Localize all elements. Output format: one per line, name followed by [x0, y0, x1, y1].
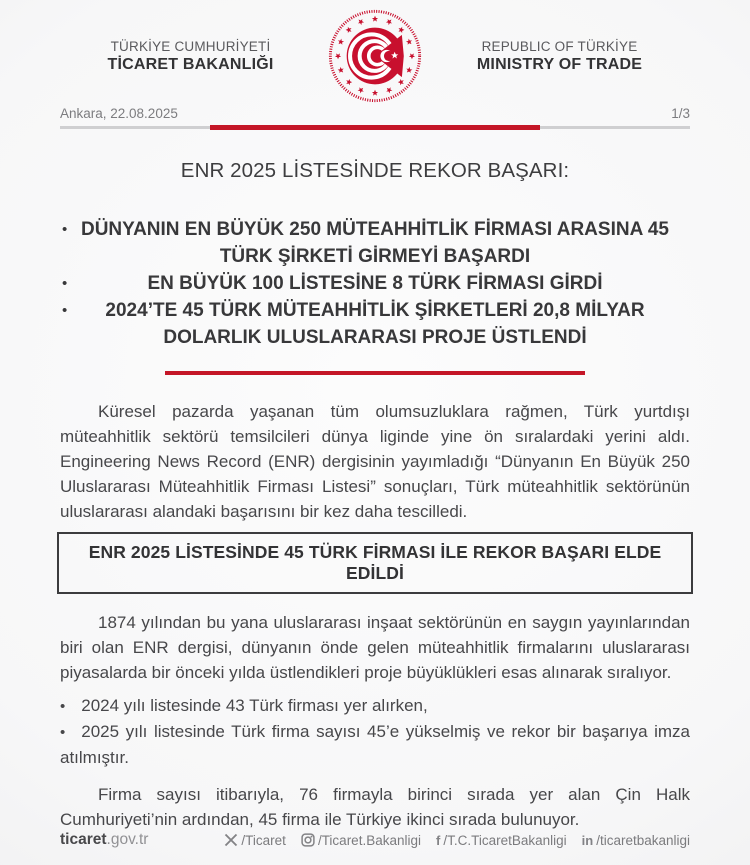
social-handle: /Ticaret.Bakanligi — [317, 832, 421, 848]
list-item — [60, 693, 690, 719]
facebook-social-link[interactable] — [436, 833, 567, 848]
org-name-turkish — [60, 39, 321, 74]
bullet-icon: • — [60, 724, 66, 741]
highlights-list — [60, 216, 690, 351]
footer — [60, 831, 690, 849]
org-name-english — [429, 39, 690, 74]
instagram-icon — [301, 833, 315, 847]
highlight-text: EN BÜYÜK 100 LİSTESİNE 8 TÜRK FİRMASI GİRDİ — [147, 273, 603, 294]
org-tr-line2: TİCARET BAKANLIĞI — [107, 55, 274, 73]
highlight-text: 2024’TE 45 TÜRK MÜTEAHHİTLİK ŞİRKETLERİ 20,8 MİLYAR DOLARLIK ULUSLARARASI PROJE ÜSTLENDİ — [105, 300, 645, 348]
ministry-of-trade-emblem-icon — [327, 8, 423, 104]
paragraph-ranking: Firma sayısı itibarıyla, 76 firmayla birinci sırada yer alan Çin Halk Cumhuriyeti’nin ardından, 45 firma ile Türkiye ikinci sırada bulunuyor. — [60, 785, 690, 829]
paragraph-enr-history: 1874 yılından bu yana uluslararası inşaat sektörünün en saygın yayınlarından biri olan ENR dergisi, dünyanın önde gelen müteahhitlik firmalarını uluslararası piyasalarda bir önceki yılda üstlendikleri proje büyüklükleri esas alınarak sıralıyor. — [60, 613, 690, 682]
header-rule — [60, 126, 690, 129]
website-rest: .gov.tr — [106, 831, 149, 848]
comparison-list — [60, 693, 690, 770]
highlight-item — [60, 270, 690, 297]
org-en-line1: REPUBLIC OF TÜRKİYE — [481, 38, 638, 54]
social-links — [224, 833, 690, 848]
bullet-icon: • — [62, 302, 68, 319]
x-social-link[interactable] — [224, 833, 286, 848]
header — [0, 0, 750, 104]
section-divider — [165, 371, 585, 375]
bullet-icon: • — [60, 698, 66, 715]
facebook-icon: f — [435, 832, 441, 848]
paragraph-intro: Küresel pazarda yaşanan tüm olumsuzluklara rağmen, Türk yurtdışı müteahhitlik sektörü temsilcileri dünya liginde yine ön sıralardaki yerini aldı. Engineering News Record (ENR) dergisinin yayımladığı “Dünyanın En Büyük 250 Uluslararası Müteahhitlik Firması Listesi” sonuçları, Türk müteahhitlik sektörünün uluslararası alandaki başarısını bir kez daha tescilledi. — [60, 402, 690, 521]
social-handle: /Ticaret — [241, 832, 286, 848]
linkedin-icon: in — [581, 832, 594, 848]
list-item — [60, 719, 690, 770]
x-icon — [224, 833, 238, 847]
list-item-text: 2024 yılı listesinde 43 Türk firması yer alırken, — [81, 696, 428, 715]
social-handle: /T.C.TicaretBakanligi — [443, 832, 567, 848]
social-handle: /ticaretbakanligi — [596, 832, 690, 848]
boxed-headline: ENR 2025 LİSTESİNDE 45 TÜRK FİRMASI İLE REKOR BAŞARI ELDE EDİLDİ — [57, 532, 693, 594]
org-tr-line1: TÜRKİYE CUMHURİYETİ — [110, 38, 271, 54]
page-title: ENR 2025 LİSTESİNDE REKOR BAŞARI: — [180, 159, 570, 182]
website-bold: ticaret — [60, 831, 107, 848]
website-link[interactable] — [60, 831, 148, 849]
instagram-social-link[interactable] — [301, 833, 421, 848]
highlight-item — [60, 216, 690, 270]
list-item-text: 2025 yılı listesinde Türk firma sayısı 45’e yükselmiş ve rekor bir başarıya imza atılmıştır. — [60, 722, 690, 767]
dateline: Ankara, 22.08.2025 — [60, 106, 178, 121]
bullet-icon: • — [62, 275, 68, 292]
bullet-icon: • — [62, 221, 68, 238]
header-rule-accent — [210, 125, 540, 130]
page-indicator: 1/3 — [671, 106, 690, 121]
org-en-line2: MINISTRY OF TRADE — [476, 55, 643, 73]
highlight-item — [60, 297, 690, 351]
linkedin-social-link[interactable] — [582, 833, 690, 848]
highlight-text: DÜNYANIN EN BÜYÜK 250 MÜTEAHHİTLİK FİRMASI ARASINA 45 TÜRK ŞİRKETİ GİRMEYİ BAŞARDI — [80, 219, 669, 267]
meta-row — [0, 106, 750, 121]
